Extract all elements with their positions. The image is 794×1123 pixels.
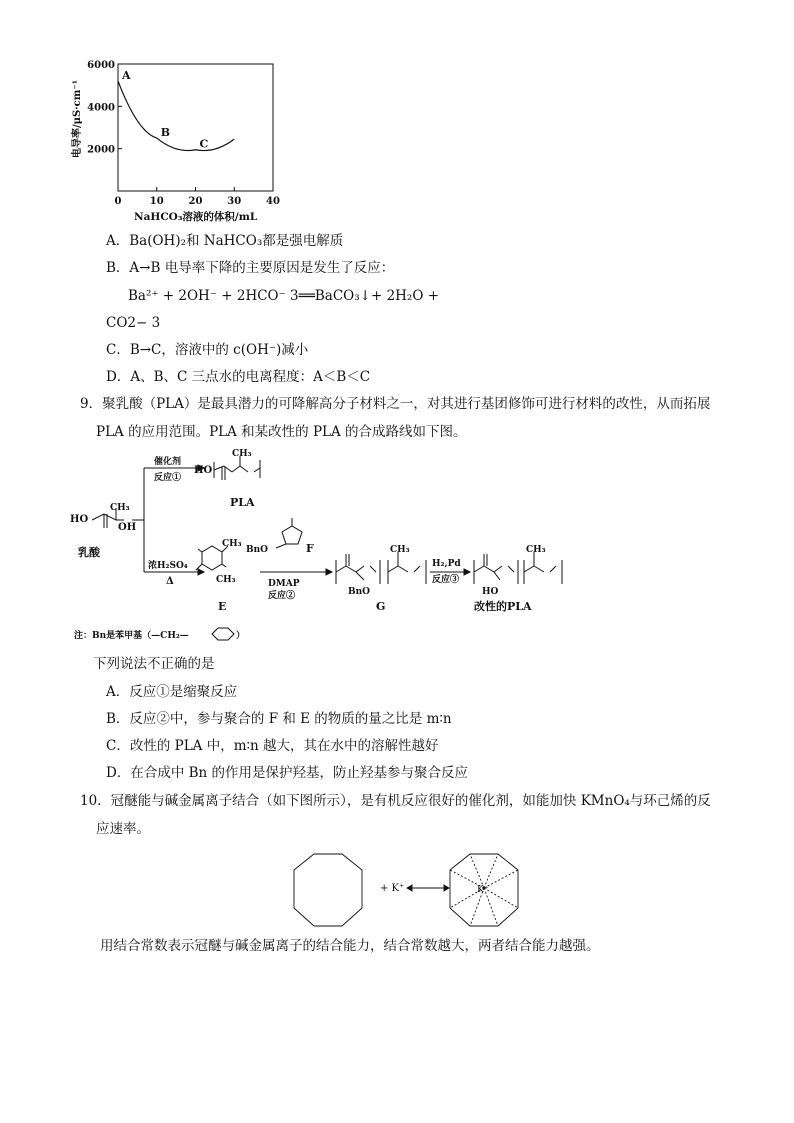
q9-stem-line1: 9．聚乳酸（PLA）是最具潜力的可降解高分子材料之一，对其进行基团修饰可进行材料的改性，从而拓展: [80, 396, 711, 412]
mod-ho: HO: [482, 587, 499, 597]
bn-note: 注：Bn是苯甲基（—CH₂—: [74, 631, 189, 641]
q9-option-a: A．反应①是缩聚反应: [106, 684, 238, 700]
delta-label: Δ: [166, 576, 174, 587]
carbonate-ring: [282, 526, 302, 544]
y-tick-label: 6000: [87, 60, 115, 71]
k-center-label: K⁺: [477, 885, 489, 895]
point-label-a: A: [122, 68, 131, 82]
g-bno: BnO: [348, 587, 370, 597]
chart-xlabel: NaHCO₃溶液的体积/mL: [134, 211, 258, 223]
x-tick-label: 30: [227, 196, 242, 207]
e-ch3-top: CH₃: [222, 539, 242, 549]
y-tick-label: 4000: [87, 102, 115, 114]
lactide-ring: [202, 546, 222, 570]
lactic-ch3: CH₃: [110, 503, 130, 513]
f-bno: BnO: [246, 545, 268, 555]
crown-ether-diagram: [284, 846, 554, 938]
lactic-oh: OH: [118, 522, 137, 533]
conductivity-curve: [118, 81, 234, 151]
reaction1-label: 反应①: [154, 473, 182, 483]
conductivity-chart: [60, 52, 300, 230]
pla-label: PLA: [230, 496, 255, 509]
pla-synthesis-scheme: [64, 448, 584, 648]
q8-option-c: C．B→C，溶液中的 c(OH⁻)减小: [106, 342, 309, 358]
y-tick-label: 2000: [87, 144, 115, 156]
e-ch3-bottom: CH₃: [216, 575, 236, 585]
q10-stem-line2: 应速率。: [96, 821, 150, 837]
g-ch3: CH₃: [390, 545, 410, 555]
q8-option-b-equation-end: CO2− 3: [106, 315, 161, 331]
reaction2-label: 反应②: [268, 591, 296, 601]
q9-question: 下列说法不正确的是: [93, 656, 215, 672]
x-tick-label: 0: [114, 196, 122, 207]
k-plus-label: + K⁺: [380, 883, 405, 894]
mod-ch3: CH₃: [526, 545, 546, 555]
dmap-label: DMAP: [268, 579, 300, 589]
q9-stem-line2: PLA 的应用范围。PLA 和某改性的 PLA 的合成路线如下图。: [96, 424, 467, 440]
chart-frame: [118, 64, 273, 191]
point-label-b: B: [160, 126, 171, 140]
g-label: G: [376, 600, 386, 613]
q9-option-d: D．在合成中 Bn 的作用是保护羟基，防止羟基参与聚合反应: [106, 765, 469, 781]
x-tick-label: 10: [149, 196, 164, 207]
lactic-ho: HO: [70, 514, 89, 525]
reaction3-label: 反应③: [432, 575, 460, 585]
h2so4-label: 浓H₂SO₄: [148, 561, 188, 571]
x-tick-label: 40: [266, 196, 280, 207]
catalyst-label: 催化剂: [154, 457, 182, 467]
bn-note-end: ）: [236, 631, 246, 641]
pla-ch3: CH₃: [232, 449, 252, 459]
benzene-icon: [212, 628, 234, 640]
q9-option-b: B．反应②中，参与聚合的 F 和 E 的物质的量之比是 m∶n: [106, 711, 452, 727]
q8-option-d: D．A、B、C 三点水的电离程度：A＜B＜C: [106, 369, 371, 385]
e-label: E: [218, 600, 227, 613]
q10-statement: 用结合常数表示冠醚与碱金属离子的结合能力，结合常数越大，两者结合能力越强。: [100, 938, 600, 954]
q10-stem-line1: 10．冠醚能与碱金属离子结合（如下图所示），是有机反应很好的催化剂，如能加快 KMnO₄与环己烯的反: [80, 793, 711, 809]
pla-ho: HO: [194, 465, 213, 476]
q8-option-a: A．Ba(OH)₂和 NaHCO₃都是强电解质: [106, 233, 344, 249]
chart-ylabel: 电导率/μS·cm⁻¹: [72, 79, 83, 158]
h2pd-label: H₂,Pd: [432, 559, 461, 569]
q9-option-c: C．改性的 PLA 中，m∶n 越大，其在水中的溶解性越好: [106, 738, 439, 754]
q8-option-b-equation: Ba²⁺ + 2OH⁻ + 2HCO⁻ 3══BaCO₃↓+ 2H₂O +: [128, 288, 440, 304]
point-label-c: C: [199, 137, 209, 151]
x-tick-label: 20: [188, 196, 203, 207]
crown-ether-ring: [294, 854, 362, 926]
q8-option-b: B．A→B 电导率下降的主要原因是发生了反应：: [106, 260, 395, 276]
lactic-acid-label: 乳酸: [78, 546, 100, 559]
modified-pla-label: 改性的PLA: [474, 600, 532, 613]
f-label: F: [306, 542, 314, 555]
